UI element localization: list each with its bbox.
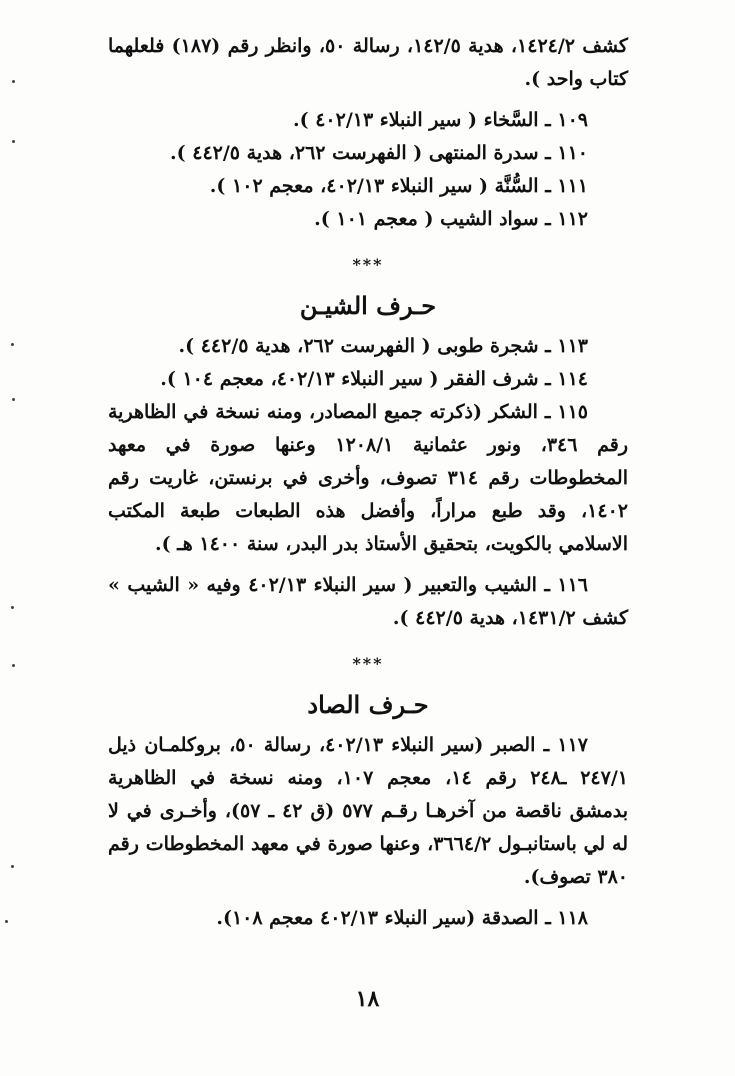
- entry-118: ١١٨ ـ الصدقة (سير النبلاء ٤٠٢/١٣ معجم ١٠٨).: [216, 907, 588, 929]
- entry-110: ١١٠ ـ سدرة المنتهى ( الفهرست ٢٦٢، هدية ٤٤٢/٥ ).: [170, 142, 588, 164]
- margin-mark: [11, 606, 14, 609]
- entry-114: ١١٤ ـ شرف الفقر ( سير النبلاء ٤٠٢/١٣، معجم ١٠٤ ).: [160, 368, 588, 390]
- entry-117: ١١٧ ـ الصبر (سير النبلاء ٤٠٢/١٣، رسالة ٥٠، بروكلمـان ذيل ٢٤٧/١ ـ٢٤٨ رقم ١٤، معجم ١٠٧، ومنه نسخة في الظاهرية بدمشق ناقصة من آخرهـا رقـم ٥٧٧ (ق ٤٢ ـ ٥٧)، وأخـرى في لا له لي باستانبـول ٣٦٦٤/٢، وعنها صورة في معهد المخطوطات رقم ٣٨٠ تصوف).: [108, 734, 629, 888]
- page-number: ١٨: [355, 986, 380, 1012]
- margin-mark: [12, 140, 15, 143]
- entry-112: ١١٢ ـ سواد الشيب ( معجم ١٠١ ).: [314, 208, 588, 230]
- entry-116: ١١٦ ـ الشيب والتعبير ( سير النبلاء ٤٠٢/١٣ وفيه « الشيب » كشف ١٤٣١/٢، هدية ٤٤٢/٥ ).: [108, 574, 628, 629]
- margin-mark: [12, 398, 15, 401]
- page-body: [108, 30, 628, 935]
- section-heading-sad: حـرف الصاد: [307, 690, 429, 719]
- section-heading-shin: حـرف الشيـن: [299, 291, 437, 320]
- margin-mark: [5, 920, 8, 923]
- entry-109: ١٠٩ ـ السَّخاء ( سير النبلاء ٤٠٢/١٣ ).: [292, 109, 588, 131]
- margin-mark: [11, 865, 14, 868]
- section-separator: ***: [352, 654, 384, 673]
- margin-mark: [12, 80, 15, 83]
- margin-mark: [12, 664, 15, 667]
- section-separator: ***: [352, 255, 384, 274]
- margin-mark: [11, 343, 14, 346]
- entry-113: ١١٣ ـ شجرة طوبى ( الفهرست ٢٦٢، هدية ٤٤٢/٥ ).: [178, 335, 588, 357]
- intro-paragraph: كشف ١٤٢٤/٢، هدية ١٤٢/٥، رسالة ٥٠، وانظر رقم (١٨٧) فلعلهما كتاب واحد ).: [108, 35, 628, 90]
- entry-111: ١١١ ـ السُّنَّة ( سير النبلاء ٤٠٢/١٣، معجم ١٠٢ ).: [209, 175, 588, 197]
- entry-115: ١١٥ ـ الشكر (ذكرته جميع المصادر، ومنه نسخة في الظاهرية رقم ٣٤٦، ونور عثمانية ١٢٠٨/١ وعنها صورة في معهد المخطوطات رقم ٣١٤ تصوف، وأخرى في برنستن، غاريت رقم ١٤٠٢، وقد طبع مراراً، وأفضل هذه الطبعات طبعة المكتب الاسلامي بالكويت، بتحقيق الأستاذ بدر البدر، سنة ١٤٠٠ هـ ).: [108, 401, 628, 555]
